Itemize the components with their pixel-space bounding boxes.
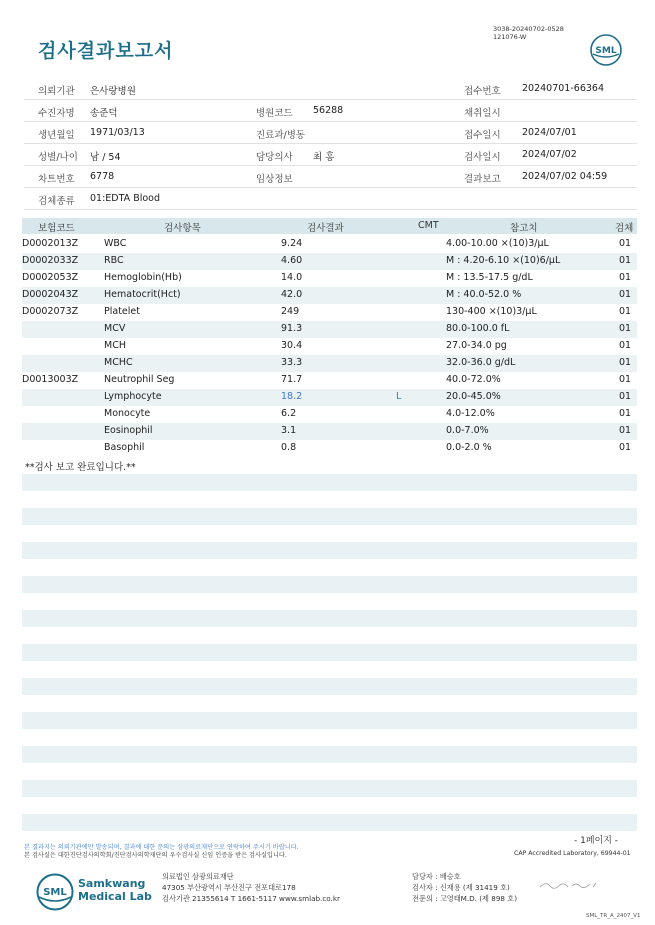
empty-row (22, 814, 637, 831)
doctor-label: 담당의사 (256, 152, 293, 163)
test-date-value: 2024/07/02 (522, 149, 577, 160)
hospital-code-value: 56288 (313, 105, 344, 116)
row-ref: M : 4.20-6.10 ×(10)6/μL (446, 255, 561, 266)
row-ref: 40.0-72.0% (446, 374, 501, 385)
row-item: MCHC (104, 357, 133, 368)
sex-age-label: 성별/나이 (38, 152, 78, 163)
row-item: WBC (104, 238, 127, 249)
staff-physician: 전문의 : 고영태M.D. (제 898 호) (412, 894, 518, 903)
row-result: 249 (281, 306, 300, 317)
report-title: 검사결과보고서 (38, 40, 174, 62)
institution-label: 의뢰기관 (38, 86, 75, 97)
col-header-item: 검사항목 (164, 223, 201, 234)
col-header-ref: 참고치 (510, 223, 538, 234)
row-result: 9.24 (281, 238, 303, 249)
receipt-no-label: 접수번호 (464, 86, 501, 97)
sml-footer-logo (36, 873, 74, 911)
institution-value: 은사랑병원 (90, 86, 136, 97)
row-code: D0002043Z (22, 289, 79, 300)
empty-row (22, 474, 637, 491)
staff-tester: 검사자 : 신재용 (제 31419 호) (412, 883, 510, 892)
table-row (22, 440, 637, 457)
row-item: MCH (104, 340, 126, 351)
brand-line1: Samkwang (78, 877, 146, 890)
row-ref: 4.00-10.00 ×(10)3/μL (446, 238, 549, 249)
row-code: D0013003Z (22, 374, 79, 385)
receipt-date-label: 접수일시 (464, 130, 501, 141)
table-row (22, 372, 637, 389)
row-item: Neutrophil Seg (104, 374, 175, 385)
info-row (24, 144, 637, 166)
lab-street: 47305 부산광역시 부산진구 전포대로178 (162, 883, 296, 892)
row-code: D0002073Z (22, 306, 79, 317)
row-code: D0002033Z (22, 255, 79, 266)
staff-list (412, 871, 517, 904)
table-row (22, 423, 637, 440)
row-ref: 20.0-45.0% (446, 391, 501, 402)
empty-row (22, 644, 637, 661)
row-ref: M : 40.0-52.0 % (446, 289, 522, 300)
col-header-specimen: 검체 (615, 223, 634, 234)
row-item: Basophil (104, 442, 145, 453)
results-table-body (22, 236, 637, 457)
document-id-line1: 3038-20240702-0528 (493, 25, 564, 33)
report-date-value: 2024/07/02 04:59 (522, 171, 608, 182)
col-header-result: 검사결과 (307, 223, 344, 234)
dept-label: 진료과/병동 (256, 130, 306, 141)
patient-value: 송준덕 (90, 108, 118, 119)
row-ref: 0.0-7.0% (446, 425, 489, 436)
row-result: 4.60 (281, 255, 303, 266)
row-specimen: 01 (619, 374, 632, 385)
empty-row (22, 712, 637, 729)
row-specimen: 01 (619, 442, 632, 453)
row-item: Hematocrit(Hct) (104, 289, 181, 300)
empty-row (22, 610, 637, 627)
row-item: Monocyte (104, 408, 151, 419)
table-row (22, 304, 637, 321)
empty-row (22, 542, 637, 559)
table-row (22, 338, 637, 355)
collection-date-label: 채취일시 (464, 108, 501, 119)
row-item: Eosinophil (104, 425, 153, 436)
staff-manager: 담당자 : 배승호 (412, 872, 461, 881)
hospital-code-label: 병원코드 (256, 108, 293, 119)
table-row (22, 270, 637, 287)
info-row (24, 122, 637, 144)
row-specimen: 01 (619, 408, 632, 419)
specimen-label: 검체종류 (38, 196, 75, 207)
lab-address (162, 871, 340, 904)
row-specimen: 01 (619, 425, 632, 436)
page-number: - 1페이지 - (574, 836, 619, 846)
cap-accreditation: CAP Accredited Laboratory, 69944-01 (514, 850, 631, 857)
col-header-cmt: CMT (418, 220, 439, 231)
sml-logo (590, 34, 622, 66)
col-header-code: 보험코드 (38, 223, 75, 234)
table-row (22, 236, 637, 253)
empty-row (22, 576, 637, 593)
sml-logo-text: SML (595, 46, 617, 56)
dob-label: 생년월일 (38, 130, 75, 141)
chart-no-value: 6778 (90, 171, 115, 182)
doctor-value: 최 홍 (313, 152, 335, 163)
row-specimen: 01 (619, 289, 632, 300)
row-specimen: 01 (619, 306, 632, 317)
info-row (24, 188, 637, 210)
row-ref: 32.0-36.0 g/dL (446, 357, 516, 368)
row-specimen: 01 (619, 238, 632, 249)
brand-line2: Medical Lab (78, 890, 152, 903)
row-result: 0.8 (281, 442, 297, 453)
row-ref: 80.0-100.0 fL (446, 323, 510, 334)
row-result: 91.3 (281, 323, 303, 334)
completion-note: **검사 보고 완료입니다.** (25, 462, 136, 473)
report-date-label: 결과보고 (464, 174, 501, 185)
row-ref: 27.0-34.0 pg (446, 340, 507, 351)
form-code: SML_TR_A_2407_V1 (586, 913, 641, 919)
row-ref: 130-400 ×(10)3/μL (446, 306, 537, 317)
row-ref: 0.0-2.0 % (446, 442, 492, 453)
row-ref: M : 13.5-17.5 g/dL (446, 272, 533, 283)
row-item: Hemoglobin(Hb) (104, 272, 182, 283)
row-code: D0002053Z (22, 272, 79, 283)
row-item: MCV (104, 323, 126, 334)
row-specimen: 01 (619, 255, 632, 266)
lab-org: 의료법인 삼광의료재단 (162, 872, 234, 881)
info-row (24, 78, 637, 100)
table-row (22, 321, 637, 338)
chart-no-label: 차트번호 (38, 174, 75, 185)
row-result: 30.4 (281, 340, 303, 351)
row-specimen: 01 (619, 272, 632, 283)
document-id-line2: 121076-W (493, 33, 527, 41)
empty-row (22, 678, 637, 695)
empty-row (22, 746, 637, 763)
clinical-label: 임상정보 (256, 174, 293, 185)
footer-note-blue: 본 결과지는 의뢰기관에만 발송되며, 결과에 대한 문의는 삼광의료재단으로 연락하여 주시기 바랍니다. (24, 844, 299, 851)
receipt-no-value: 20240701-66364 (522, 83, 605, 94)
row-item: RBC (104, 255, 124, 266)
lab-contact: 검사기관 21355614 T 1661-5117 www.smlab.co.kr (162, 894, 340, 903)
empty-row (22, 508, 637, 525)
patient-label: 수진자명 (38, 108, 75, 119)
row-result: 6.2 (281, 408, 297, 419)
test-date-label: 검사일시 (464, 152, 501, 163)
row-result: 18.2 (281, 391, 303, 402)
row-specimen: 01 (619, 340, 632, 351)
table-row (22, 389, 637, 406)
dob-value: 1971/03/13 (90, 127, 145, 138)
row-specimen: 01 (619, 391, 632, 402)
signature-image (538, 880, 598, 890)
row-result: 42.0 (281, 289, 303, 300)
brand-name (78, 877, 152, 903)
table-row (22, 287, 637, 304)
table-row (22, 253, 637, 270)
patient-info (24, 78, 637, 210)
row-cmt: L (396, 391, 402, 402)
row-result: 3.1 (281, 425, 297, 436)
sml-footer-logo-text: SML (43, 887, 67, 898)
row-item: Lymphocyte (104, 391, 162, 402)
row-specimen: 01 (619, 323, 632, 334)
table-row (22, 406, 637, 423)
info-row (24, 100, 637, 122)
info-row (24, 166, 637, 188)
specimen-value: 01:EDTA Blood (90, 193, 161, 204)
row-result: 14.0 (281, 272, 303, 283)
sex-age-value: 남 / 54 (90, 152, 121, 163)
empty-row (22, 780, 637, 797)
empty-rows (22, 474, 637, 848)
document-id (493, 25, 564, 41)
row-specimen: 01 (619, 357, 632, 368)
row-code: D0002013Z (22, 238, 79, 249)
row-result: 33.3 (281, 357, 303, 368)
table-row (22, 355, 637, 372)
row-result: 71.7 (281, 374, 303, 385)
receipt-date-value: 2024/07/01 (522, 127, 577, 138)
results-table-header (22, 218, 637, 234)
footer-note: 본 검사실은 대한진단검사의학회/진단검사의학재단의 우수검사실 신임 인증을 받은 검사실입니다. (24, 852, 287, 859)
row-ref: 4.0-12.0% (446, 408, 495, 419)
row-item: Platelet (104, 306, 140, 317)
